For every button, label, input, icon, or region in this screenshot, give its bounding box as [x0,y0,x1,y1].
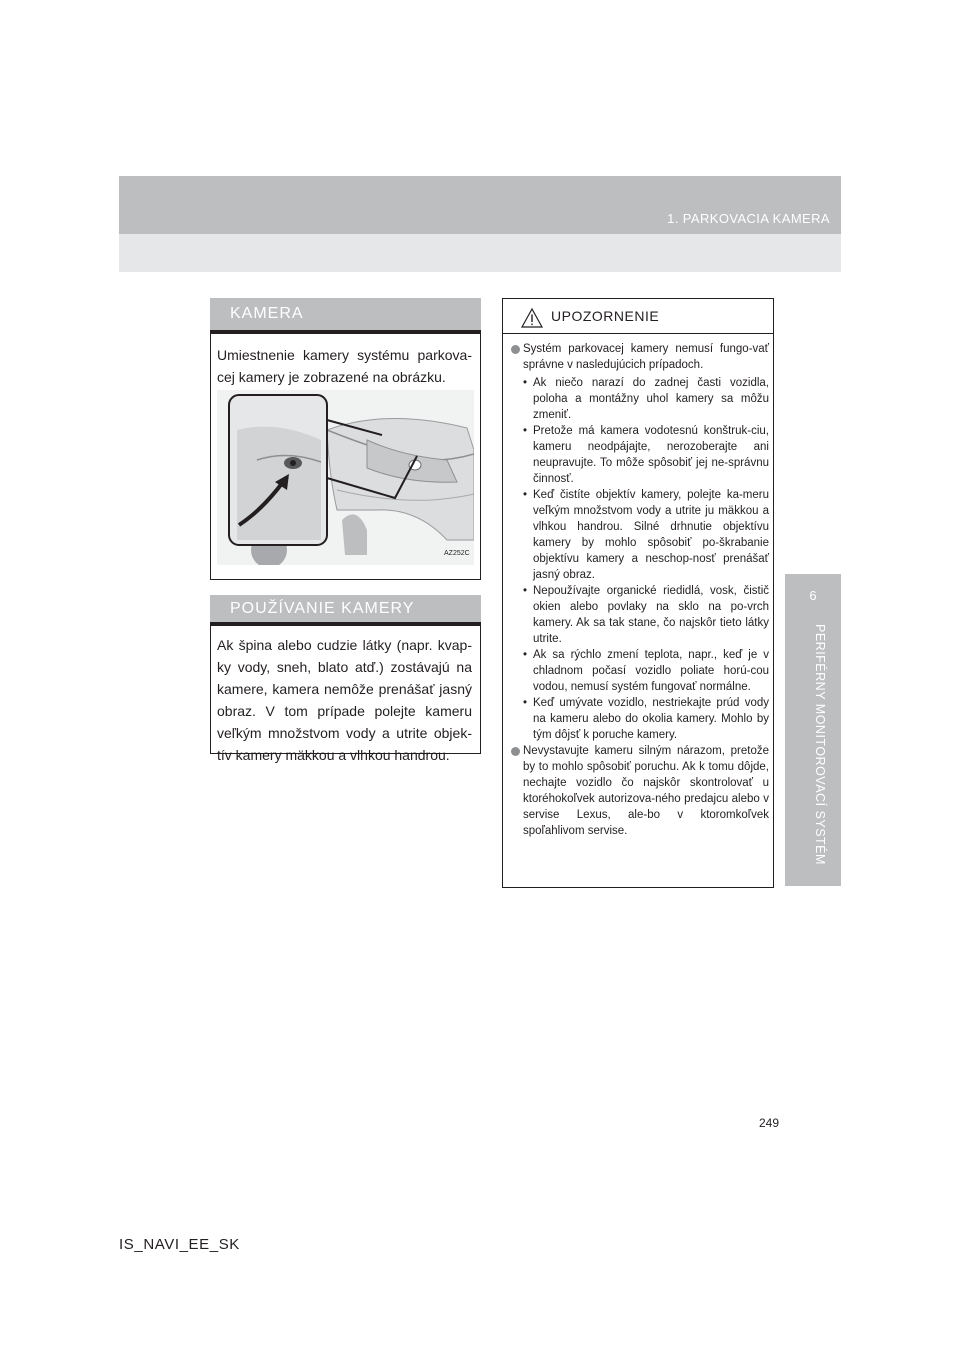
warning-item-text: Systém parkovacej kamery nemusí fungo-vať správne v nasledujúcich prípadoch. [523,343,769,371]
warning-subitem-text: Ak niečo narazí do zadnej časti vozidla, poloha a montážny uhol kamery sa môžu zmeniť. [533,377,769,421]
warning-subitem [511,375,769,423]
chapter-number: 6 [809,588,817,603]
warning-body [511,341,769,841]
document-code: IS_NAVI_EE_SK [119,1236,240,1253]
figure-code: AZ252C [444,550,470,557]
warning-subitem [511,647,769,695]
section-box-kamera [210,333,481,580]
section-text-kamera: Umiestnenie kamery systému parkova-cej kamery je zobrazené na obrázku. [217,347,472,385]
section-box-pouzivanie [210,625,481,763]
warning-triangle-icon [521,308,543,328]
chapter-side-tab [785,574,841,886]
warning-subitem [511,487,769,583]
warning-subitem [511,583,769,647]
warning-subitem-text: Nepoužívajte organické riedidlá, vosk, čistič okien alebo povlaky na sklo na po-vrch kamery. Ak sa tak stane, čo najskôr tieto látky utrite. [533,585,769,645]
bullet-mark-icon: • [523,489,528,501]
section-heading-kamera: KAMERA [210,298,481,333]
bullet-dot-icon [511,747,520,756]
warning-box [502,298,774,888]
bullet-mark-icon: • [523,425,528,437]
chapter-title: 1. PARKOVACIA KAMERA [667,211,830,226]
warning-subitem-text: Keď čistíte objektív kamery, polejte ka-meru veľkým množstvom vody a utrite ju mäkkou a vlhkou handrou. Silné drhnutie objektívu kamery by mohlo spôsobiť po-škrabanie objektívu kamery a neschop-nosť prenášať jasný obraz. [533,489,769,581]
warning-item [511,341,769,373]
warning-subitem [511,423,769,487]
camera-location-figure [217,390,474,565]
warning-subitem [511,695,769,743]
warning-subitem-text: Ak sa rýchlo zmení teplota, napr., keď je v chladnom počasí vozidlo poliate horú-cou vodou, nemusí systém fungovať normálne. [533,649,769,693]
warning-title: UPOZORNENIE [551,308,660,324]
warning-item-text: Nevystavujte kameru silným nárazom, pretože by to mohlo spôsobiť poruchu. Ak k tomu dôjde, nechajte vozidlo čo najskôr skontrolovať u ktoréhokoľvek autorizova-ného predajcu alebo v servise Lexus, ale-bo v ktoromkoľvek spoľahlivom servise. [523,745,769,837]
bullet-dot-icon [511,345,520,354]
bullet-mark-icon: • [523,649,528,661]
page-number: 249 [759,1116,780,1130]
bullet-mark-icon: • [523,697,528,709]
section-heading-pouzivanie: POUŽÍVANIE KAMERY [210,595,481,625]
warning-subitem-text: Pretože má kamera vodotesnú konštruk-ciu, kameru neodpájajte, nerozoberajte ani neupravujte. To môže spôsobiť jej ne-správnu činnosť. [533,425,769,485]
bullet-mark-icon: • [523,585,528,597]
warning-subitem-text: Keď umývate vozidlo, nestriekajte prúd vody na kameru alebo do okolia kamery. Mohlo by tým dôjsť k poruche kamery. [533,697,769,741]
warning-item [511,743,769,839]
chapter-side-label: PERIFÉRNY MONITOROVACÍ SYSTÉM [813,624,827,865]
warning-header [503,299,773,334]
bullet-mark-icon: • [523,377,528,389]
section-text-pouzivanie: Ak špina alebo cudzie látky (napr. kvap-ky vody, sneh, blato atď.) zostávajú na kamere, kamera nemôže prenášať jasný obraz. V tom prípade polejte kameru veľkým množstvom vody a utrite objek-tív kamery mäkkou a vlhkou handrou. [217,637,472,763]
rear-car-illustration [217,390,474,565]
